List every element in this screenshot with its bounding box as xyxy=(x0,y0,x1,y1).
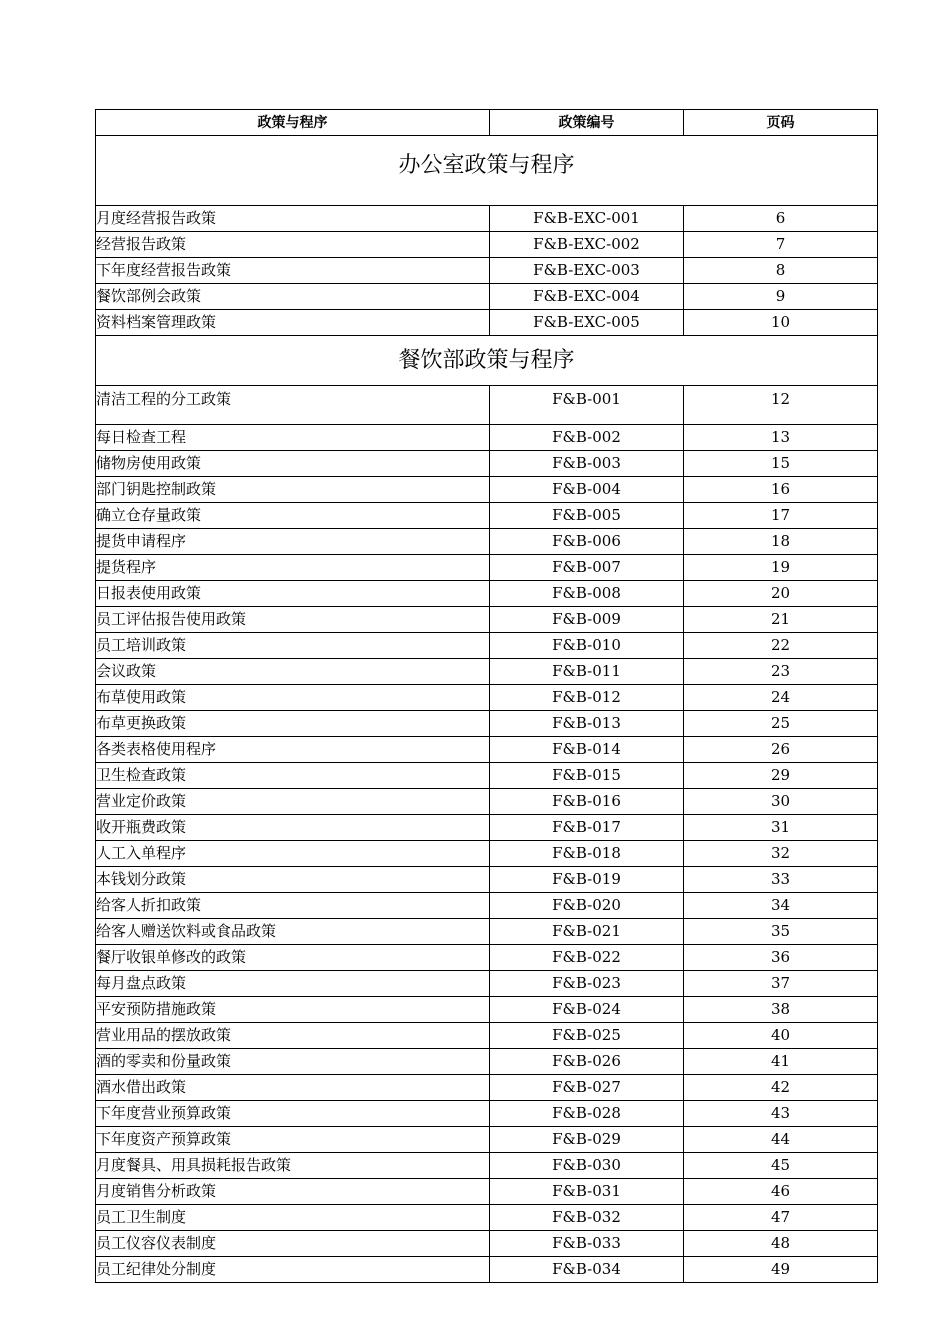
header-code: 政策编号 xyxy=(490,110,684,136)
table-row xyxy=(96,737,878,763)
table-row xyxy=(96,607,878,633)
page-number: 12 xyxy=(684,386,878,425)
table-row xyxy=(96,867,878,893)
policy-code: F&B-016 xyxy=(490,789,684,815)
page-number: 35 xyxy=(684,919,878,945)
policy-code: F&B-018 xyxy=(490,841,684,867)
policy-code: F&B-030 xyxy=(490,1153,684,1179)
policy-name: 月度餐具、用具损耗报告政策 xyxy=(96,1153,490,1179)
policy-code: F&B-033 xyxy=(490,1231,684,1257)
page-number: 44 xyxy=(684,1127,878,1153)
table-row xyxy=(96,477,878,503)
policy-name: 员工卫生制度 xyxy=(96,1205,490,1231)
policy-name: 营业用品的摆放政策 xyxy=(96,1023,490,1049)
page-number: 18 xyxy=(684,529,878,555)
page-number: 31 xyxy=(684,815,878,841)
page-number: 36 xyxy=(684,945,878,971)
page-number: 49 xyxy=(684,1257,878,1283)
policy-name: 员工评估报告使用政策 xyxy=(96,607,490,633)
policy-name: 营业定价政策 xyxy=(96,789,490,815)
policy-name: 酒水借出政策 xyxy=(96,1075,490,1101)
policy-name: 资料档案管理政策 xyxy=(96,310,490,336)
table-row xyxy=(96,451,878,477)
policy-name: 月度销售分析政策 xyxy=(96,1179,490,1205)
policy-code: F&B-023 xyxy=(490,971,684,997)
page-number: 42 xyxy=(684,1075,878,1101)
policy-code: F&B-EXC-002 xyxy=(490,232,684,258)
table-body xyxy=(96,136,878,1283)
policy-name: 提货程序 xyxy=(96,555,490,581)
table-row xyxy=(96,232,878,258)
table-row xyxy=(96,685,878,711)
policy-code: F&B-017 xyxy=(490,815,684,841)
policy-code: F&B-019 xyxy=(490,867,684,893)
policy-name: 布草使用政策 xyxy=(96,685,490,711)
page-number: 47 xyxy=(684,1205,878,1231)
table-row xyxy=(96,763,878,789)
page-number: 17 xyxy=(684,503,878,529)
page-number: 6 xyxy=(684,206,878,232)
page-number: 16 xyxy=(684,477,878,503)
table-row xyxy=(96,919,878,945)
policy-name: 餐饮部例会政策 xyxy=(96,284,490,310)
policy-name: 人工入单程序 xyxy=(96,841,490,867)
policy-code: F&B-EXC-001 xyxy=(490,206,684,232)
page-number: 19 xyxy=(684,555,878,581)
table-row xyxy=(96,789,878,815)
section-row xyxy=(96,336,878,386)
policy-code: F&B-020 xyxy=(490,893,684,919)
policy-name: 每月盘点政策 xyxy=(96,971,490,997)
table-row xyxy=(96,1101,878,1127)
policy-code: F&B-015 xyxy=(490,763,684,789)
policy-name: 员工培训政策 xyxy=(96,633,490,659)
section-row xyxy=(96,136,878,206)
header-policy: 政策与程序 xyxy=(96,110,490,136)
policy-code: F&B-EXC-003 xyxy=(490,258,684,284)
page-number: 40 xyxy=(684,1023,878,1049)
policy-code: F&B-024 xyxy=(490,997,684,1023)
page-number: 30 xyxy=(684,789,878,815)
policy-code: F&B-006 xyxy=(490,529,684,555)
page-number: 8 xyxy=(684,258,878,284)
table-row xyxy=(96,503,878,529)
policy-code: F&B-034 xyxy=(490,1257,684,1283)
policy-code: F&B-010 xyxy=(490,633,684,659)
page-number: 13 xyxy=(684,425,878,451)
table-row xyxy=(96,633,878,659)
policy-name: 清洁工程的分工政策 xyxy=(96,386,490,425)
page-number: 15 xyxy=(684,451,878,477)
policy-code: F&B-011 xyxy=(490,659,684,685)
policy-code: F&B-009 xyxy=(490,607,684,633)
table-row xyxy=(96,1257,878,1283)
section-title: 办公室政策与程序 xyxy=(96,136,878,206)
page-number: 21 xyxy=(684,607,878,633)
table-row xyxy=(96,581,878,607)
table-row xyxy=(96,310,878,336)
table-row xyxy=(96,1153,878,1179)
page-number: 22 xyxy=(684,633,878,659)
policy-name: 会议政策 xyxy=(96,659,490,685)
policy-name: 确立仓存量政策 xyxy=(96,503,490,529)
policy-name: 下年度经营报告政策 xyxy=(96,258,490,284)
policy-code: F&B-032 xyxy=(490,1205,684,1231)
policy-name: 给客人赠送饮料或食品政策 xyxy=(96,919,490,945)
policy-name: 下年度资产预算政策 xyxy=(96,1127,490,1153)
policy-code: F&B-012 xyxy=(490,685,684,711)
policy-name: 布草更换政策 xyxy=(96,711,490,737)
table-row xyxy=(96,386,878,425)
page-number: 25 xyxy=(684,711,878,737)
policy-name: 月度经营报告政策 xyxy=(96,206,490,232)
page-number: 23 xyxy=(684,659,878,685)
policy-code: F&B-002 xyxy=(490,425,684,451)
policy-code: F&B-031 xyxy=(490,1179,684,1205)
table-header-row xyxy=(96,110,878,136)
table-row xyxy=(96,815,878,841)
table-row xyxy=(96,971,878,997)
page-number: 46 xyxy=(684,1179,878,1205)
policy-name: 平安预防措施政策 xyxy=(96,997,490,1023)
table-row xyxy=(96,1075,878,1101)
table-row xyxy=(96,841,878,867)
table-row xyxy=(96,1023,878,1049)
policy-code: F&B-008 xyxy=(490,581,684,607)
policy-code: F&B-005 xyxy=(490,503,684,529)
policy-code: F&B-027 xyxy=(490,1075,684,1101)
table-row xyxy=(96,711,878,737)
policy-code: F&B-013 xyxy=(490,711,684,737)
page-number: 48 xyxy=(684,1231,878,1257)
table-row xyxy=(96,555,878,581)
policy-name: 卫生检查政策 xyxy=(96,763,490,789)
table-row xyxy=(96,1179,878,1205)
policy-name: 经营报告政策 xyxy=(96,232,490,258)
table-row xyxy=(96,997,878,1023)
table-row xyxy=(96,1127,878,1153)
policy-name: 员工仪容仪表制度 xyxy=(96,1231,490,1257)
page-number: 45 xyxy=(684,1153,878,1179)
policy-code: F&B-004 xyxy=(490,477,684,503)
policy-code: F&B-001 xyxy=(490,386,684,425)
table-row xyxy=(96,1205,878,1231)
table-row xyxy=(96,659,878,685)
policy-code: F&B-026 xyxy=(490,1049,684,1075)
policy-index-table xyxy=(95,109,878,1283)
page-number: 29 xyxy=(684,763,878,789)
page-number: 41 xyxy=(684,1049,878,1075)
page-number: 32 xyxy=(684,841,878,867)
page-number: 34 xyxy=(684,893,878,919)
table-row xyxy=(96,425,878,451)
policy-code: F&B-014 xyxy=(490,737,684,763)
table-row xyxy=(96,258,878,284)
page-number: 7 xyxy=(684,232,878,258)
table-row xyxy=(96,945,878,971)
policy-code: F&B-007 xyxy=(490,555,684,581)
header-page: 页码 xyxy=(684,110,878,136)
policy-name: 部门钥匙控制政策 xyxy=(96,477,490,503)
table-row xyxy=(96,1231,878,1257)
policy-name: 酒的零卖和份量政策 xyxy=(96,1049,490,1075)
policy-name: 日报表使用政策 xyxy=(96,581,490,607)
page-number: 43 xyxy=(684,1101,878,1127)
page-number: 33 xyxy=(684,867,878,893)
policy-code: F&B-028 xyxy=(490,1101,684,1127)
policy-name: 收开瓶费政策 xyxy=(96,815,490,841)
section-title: 餐饮部政策与程序 xyxy=(96,336,878,386)
page-number: 20 xyxy=(684,581,878,607)
policy-code: F&B-EXC-005 xyxy=(490,310,684,336)
policy-name: 给客人折扣政策 xyxy=(96,893,490,919)
policy-name: 员工纪律处分制度 xyxy=(96,1257,490,1283)
table-row xyxy=(96,529,878,555)
policy-name: 下年度营业预算政策 xyxy=(96,1101,490,1127)
policy-name: 每日检查工程 xyxy=(96,425,490,451)
page-number: 24 xyxy=(684,685,878,711)
policy-code: F&B-021 xyxy=(490,919,684,945)
policy-code: F&B-003 xyxy=(490,451,684,477)
page-number: 9 xyxy=(684,284,878,310)
policy-code: F&B-029 xyxy=(490,1127,684,1153)
table-row xyxy=(96,1049,878,1075)
policy-name: 储物房使用政策 xyxy=(96,451,490,477)
table-row xyxy=(96,206,878,232)
policy-name: 本钱划分政策 xyxy=(96,867,490,893)
policy-code: F&B-025 xyxy=(490,1023,684,1049)
policy-code: F&B-EXC-004 xyxy=(490,284,684,310)
page-number: 26 xyxy=(684,737,878,763)
policy-name: 餐厅收银单修改的政策 xyxy=(96,945,490,971)
page-number: 38 xyxy=(684,997,878,1023)
policy-name: 提货申请程序 xyxy=(96,529,490,555)
table-row xyxy=(96,893,878,919)
page-number: 10 xyxy=(684,310,878,336)
page-number: 37 xyxy=(684,971,878,997)
policy-code: F&B-022 xyxy=(490,945,684,971)
policy-name: 各类表格使用程序 xyxy=(96,737,490,763)
table-row xyxy=(96,284,878,310)
